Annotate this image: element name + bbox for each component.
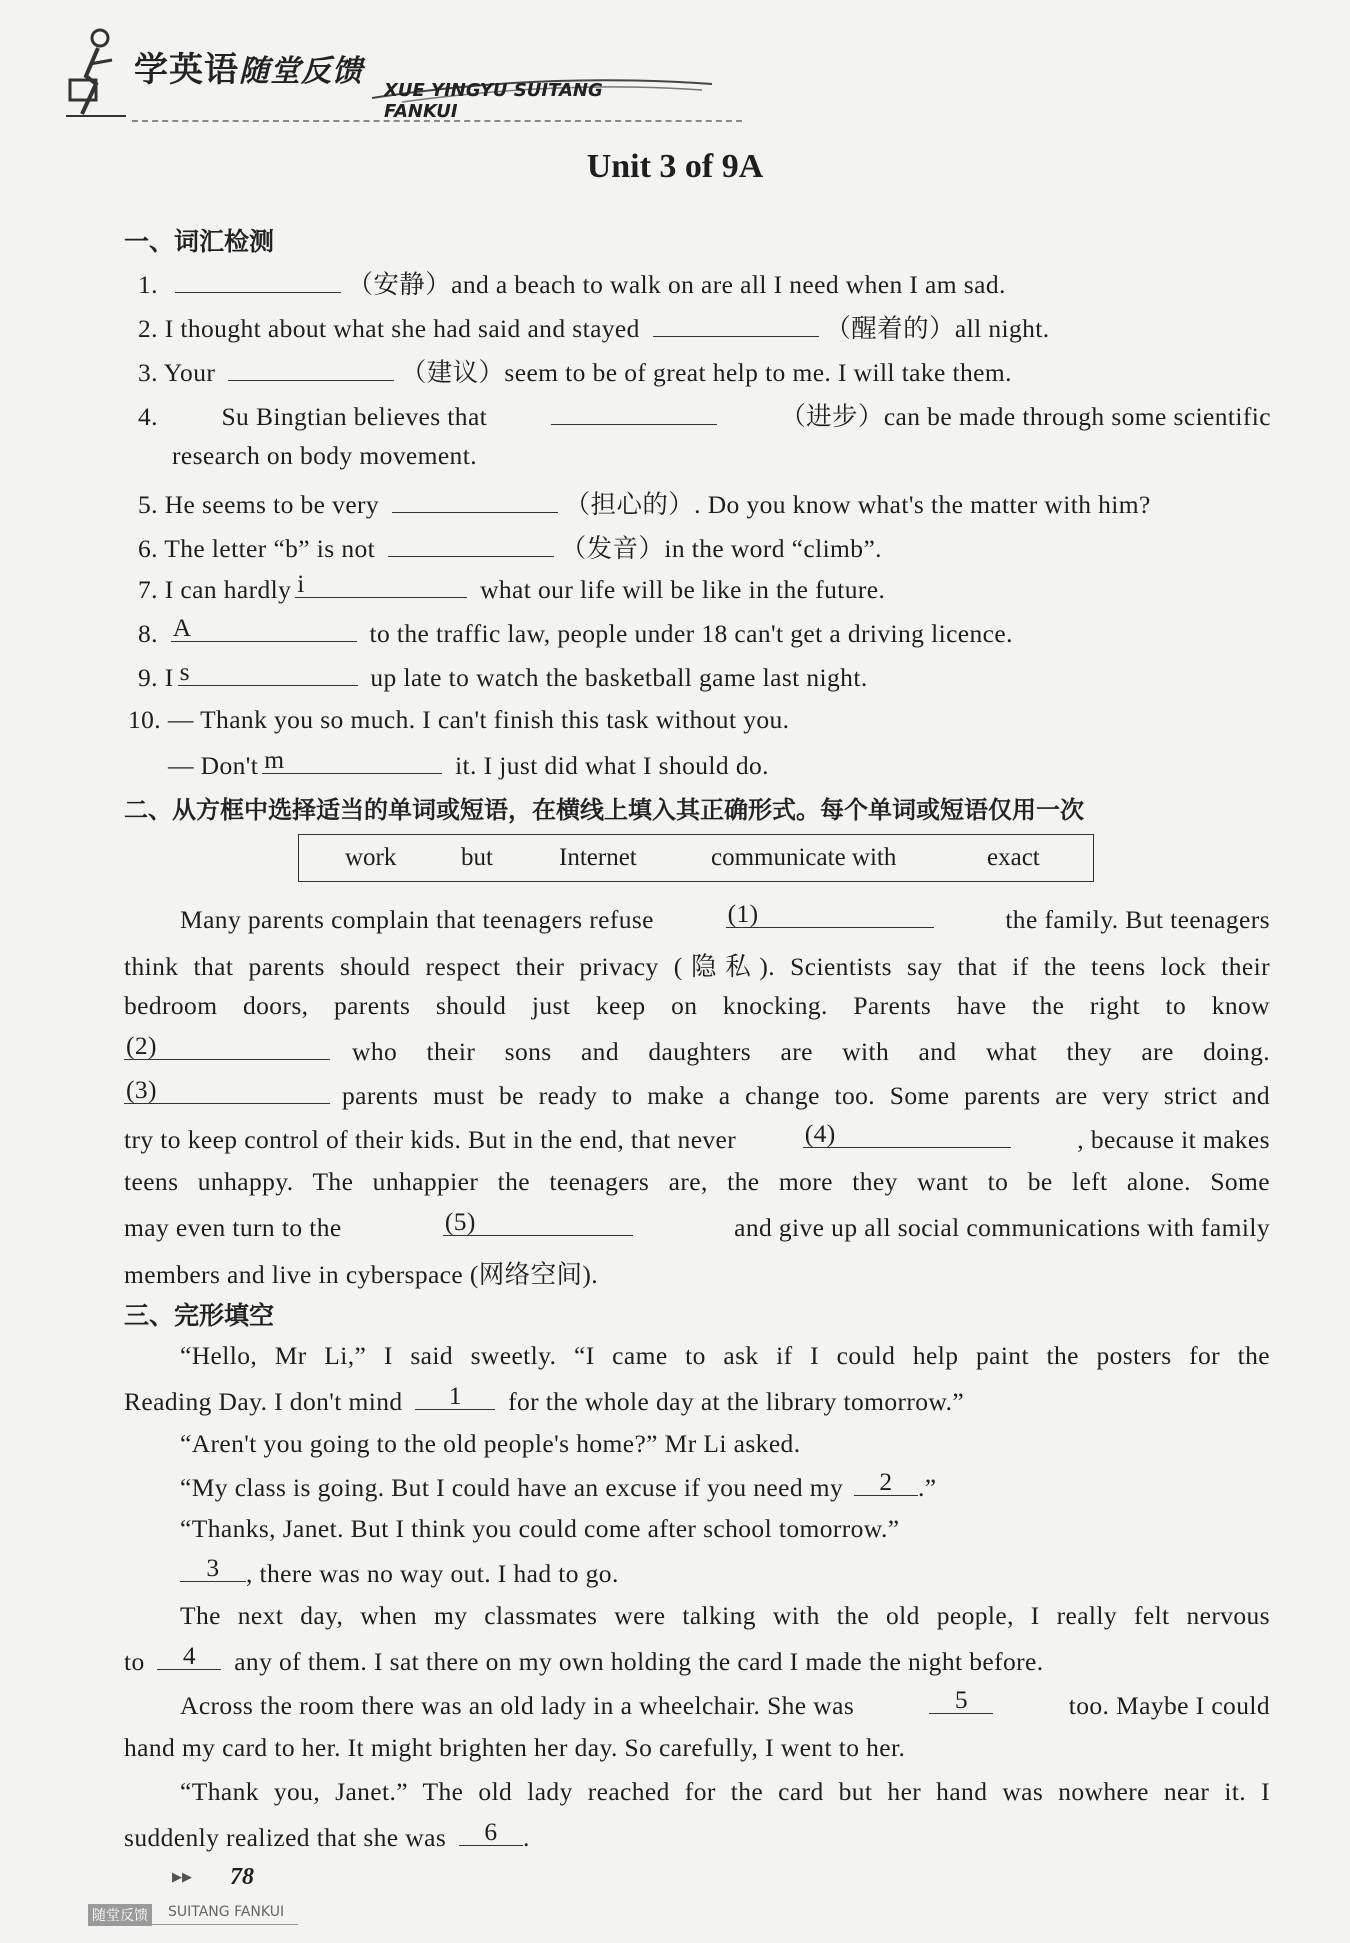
cloze-line: The next day, when my classmates were talking with the old people, I really felt nervous (180, 1601, 1270, 1630)
cloze-blank[interactable]: 6 (459, 1821, 523, 1846)
cloze-line: 3 , there was no way out. I had to go. (180, 1557, 619, 1589)
answer-blank[interactable] (551, 400, 717, 425)
word-option: work (345, 844, 397, 871)
reader-figure-icon (62, 24, 132, 120)
question-9: 9. I s up late to watch the basketball game last night. (138, 657, 868, 692)
cloze-line: to 4 any of them. I sat there on my own holding the card I made the night before. (124, 1641, 1044, 1676)
cloze-line: suddenly realized that she was 6 . (124, 1817, 530, 1852)
answer-blank[interactable] (653, 312, 819, 337)
footer-divider (88, 1924, 298, 1925)
answer-blank[interactable]: i (295, 573, 467, 598)
passage-line: (3) parents must be ready to make a change too. Some parents are very strict and (126, 1075, 1270, 1110)
answer-blank[interactable]: (5) (443, 1211, 633, 1236)
header-pinyin: XUE YINGYU SUITANG FANKUI (384, 80, 603, 122)
header-divider (132, 120, 742, 122)
passage-line: think that parents should respect their privacy (隐私). Scientists say that if the teens lock their (124, 952, 1270, 981)
word-option: Internet (559, 844, 637, 871)
answer-blank[interactable] (392, 488, 558, 513)
header-title: 学英语随堂反馈 (134, 50, 363, 90)
question-10-reply: — Don't m it. I just did what I should do. (168, 745, 769, 780)
passage-line: members and live in cyberspace (网络空间). (124, 1260, 599, 1289)
question-2: 2. I thought about what she had said and stayed （醒着的）all night. (138, 314, 1050, 343)
passage-line: may even turn to the (5) and give up all social communications with family (124, 1207, 1270, 1242)
section2-heading: 二、从方框中选择适当的单词或短语，在横线上填入其正确形式。每个单词或短语仅用一次 (124, 796, 1084, 824)
cloze-line: “My class is going. But I could have an excuse if you need my 2 .” (180, 1467, 937, 1502)
page-header (62, 18, 682, 128)
answer-blank[interactable]: (4) (803, 1123, 1011, 1148)
question-4: 4. Su Bingtian believes that （进步）can be made through some scientific (138, 402, 1271, 431)
page-footer (88, 1862, 348, 1932)
question-6: 6. The letter “b” is not （发音）in the word “climb”. (138, 534, 882, 563)
question-5: 5. He seems to be very （担心的）. Do you know what's the matter with him? (138, 490, 1151, 519)
answer-blank[interactable]: (1) (726, 903, 934, 928)
page-number: 78 (230, 1864, 254, 1890)
passage-line: Many parents complain that teenagers refuse (1) the family. But teenagers (180, 899, 1270, 934)
cloze-blank[interactable]: 4 (157, 1645, 221, 1670)
unit-title: Unit 3 of 9A (586, 148, 764, 185)
cloze-blank[interactable]: 3 (180, 1557, 246, 1582)
passage-line: teens unhappy. The unhappier the teenagers are, the more they want to be left alone. Some (124, 1167, 1270, 1196)
question-3: 3. Your （建议）seem to be of great help to me. I will take them. (138, 358, 1012, 387)
answer-blank[interactable]: A (171, 617, 357, 642)
passage-line: try to keep control of their kids. But in the end, that never (4) , because it makes (124, 1119, 1270, 1154)
cloze-line: hand my card to her. It might brighten her day. So carefully, I went to her. (124, 1733, 906, 1762)
cloze-blank[interactable]: 2 (854, 1471, 918, 1496)
cloze-blank[interactable]: 1 (415, 1385, 495, 1410)
word-option: but (461, 844, 493, 871)
word-box (298, 834, 1094, 882)
cloze-line: Reading Day. I don't mind 1 for the whole day at the library tomorrow.” (124, 1381, 965, 1416)
passage-line: bedroom doors, parents should just keep on knocking. Parents have the right to know (124, 991, 1270, 1020)
footer-label-en: SUITANG FANKUI (168, 1904, 285, 1920)
cloze-blank[interactable]: 5 (929, 1689, 993, 1714)
answer-blank[interactable]: (2) (124, 1035, 330, 1060)
passage-line: (2) who their sons and daughters are with and what they are doing. (126, 1031, 1270, 1066)
section3-heading: 三、完形填空 (124, 1301, 275, 1330)
cloze-line: “Thanks, Janet. But I think you could come after school tomorrow.” (180, 1514, 900, 1543)
question-10: 10. — Thank you so much. I can't finish this task without you. (128, 705, 790, 734)
answer-blank[interactable] (388, 532, 554, 557)
question-1: 1. （安静）and a beach to walk on are all I need when I am sad. (138, 270, 1006, 299)
cloze-line: Across the room there was an old lady in a wheelchair. She was 5 too. Maybe I could (180, 1685, 1270, 1720)
question-8: 8. A to the traffic law, people under 18 can't get a driving licence. (138, 613, 1013, 648)
section1-heading: 一、词汇检测 (124, 227, 275, 256)
answer-blank[interactable] (175, 268, 341, 293)
word-option: communicate with (711, 844, 897, 871)
answer-blank[interactable]: s (178, 661, 358, 686)
answer-blank[interactable]: (3) (124, 1079, 330, 1104)
answer-blank[interactable]: m (262, 749, 442, 774)
question-7: 7. I can hardly i what our life will be like in the future. (138, 569, 886, 604)
footer-label-cn: 随堂反馈 (88, 1904, 152, 1926)
cloze-line: “Thank you, Janet.” The old lady reached for the card but her hand was nowhere near it. I (180, 1777, 1270, 1806)
word-option: exact (987, 844, 1040, 871)
arrow-icon: ▶▶ (172, 1870, 192, 1885)
cloze-line: “Aren't you going to the old people's home?” Mr Li asked. (180, 1429, 801, 1458)
cloze-line: “Hello, Mr Li,” I said sweetly. “I came to ask if I could help paint the posters for the (180, 1341, 1270, 1370)
answer-blank[interactable] (228, 356, 394, 381)
question-4-continued: research on body movement. (172, 441, 477, 470)
